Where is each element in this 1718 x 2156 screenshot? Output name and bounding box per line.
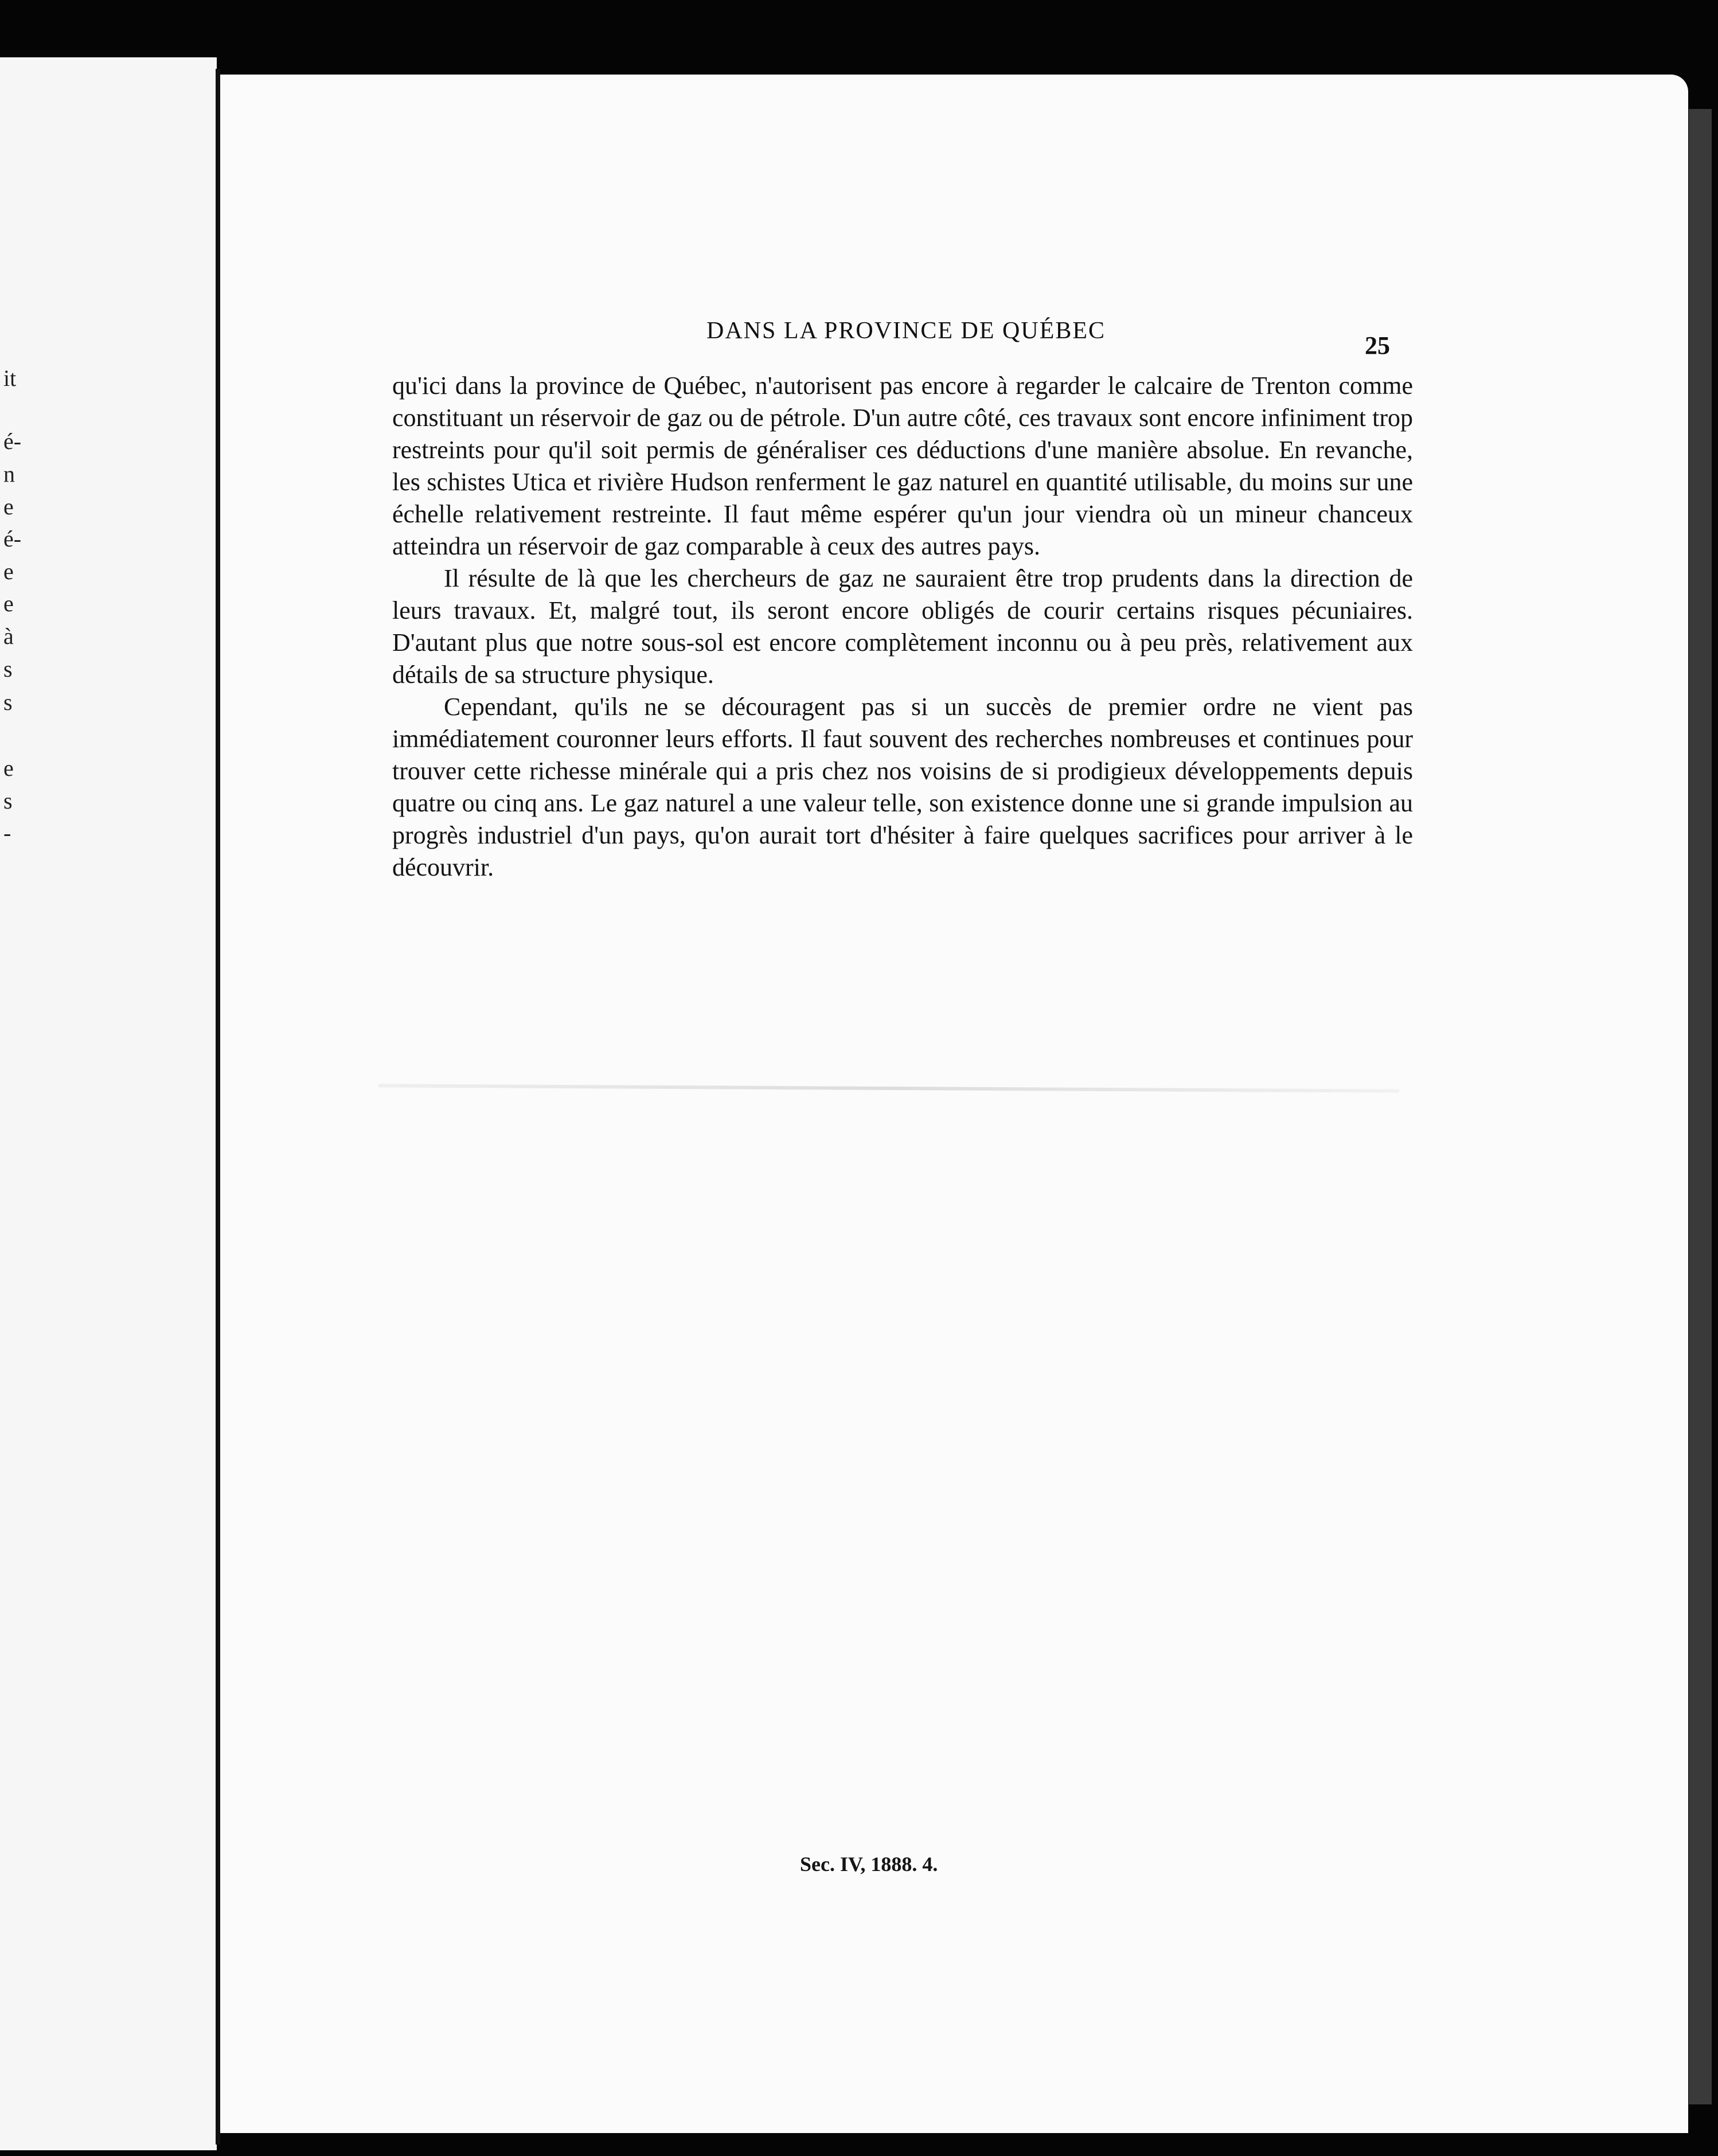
left-facing-page bbox=[0, 57, 217, 2150]
edge-fragment: e bbox=[3, 494, 14, 520]
book-gutter bbox=[216, 69, 220, 2145]
paragraph: qu'ici dans la province de Québec, n'autorisent pas encore à regarder le calcaire de Trenton comme constituant un réservoir de gaz ou de pétrole. D'un autre côté, ces travaux sont encore infiniment trop restreints pour qu'il soit permis de généraliser ces déductions d'une manière absolue. En revanche, les schistes Utica et rivière Hudson renferment le gaz naturel en quantité utilisable, du moins sur une échelle relativement restreinte. Il faut même espérer qu'un jour viendra où un mineur chanceux atteindra un réservoir de gaz comparable à ceux des autres pays. bbox=[392, 372, 1413, 560]
edge-fragment: s bbox=[3, 689, 13, 715]
edge-fragment: é- bbox=[3, 526, 22, 552]
edge-fragment: à bbox=[3, 623, 14, 649]
edge-fragment: e bbox=[3, 558, 14, 584]
edge-fragment: - bbox=[3, 820, 11, 846]
edge-fragment: é- bbox=[3, 428, 22, 454]
page-number: 25 bbox=[1365, 331, 1390, 360]
left-page-edge-text bbox=[0, 57, 217, 2150]
edge-fragment: s bbox=[3, 656, 13, 682]
edge-fragment: it bbox=[3, 365, 17, 391]
edge-fragment: e bbox=[3, 591, 14, 616]
signature-mark: Sec. IV, 1888. 4. bbox=[800, 1853, 938, 1876]
edge-fragment: e bbox=[3, 755, 14, 781]
paragraph: Il résulte de là que les chercheurs de gaz ne sauraient être trop prudents dans la direction de leurs travaux. Et, malgré tout, ils seront encore obligés de courir certains risques pécuniaires. D'autant plus que notre sous-sol est encore complètement inconnu ou à peu près, relativement aux détails de sa structure physique. bbox=[392, 564, 1413, 689]
edge-fragment: n bbox=[3, 461, 15, 487]
page-edge-strip bbox=[1689, 109, 1712, 2104]
edge-fragment: s bbox=[3, 788, 13, 814]
paragraph: Cependant, qu'ils ne se découragent pas si un succès de premier ordre ne vient pas immédiatement couronner leurs efforts. Il faut souvent des recherches nombreuses et continues pour trouver cette richesse minérale qui a pris chez nos voisins de si prodigieux développements depuis quatre ou cinq ans. Le gaz naturel a une valeur telle, son existence donne une si grande impulsion au progrès industriel d'un pays, qu'on aurait tort d'hésiter à faire quelques sacrifices pour arriver à le découvrir. bbox=[392, 693, 1413, 881]
running-title: DANS LA PROVINCE DE QUÉBEC bbox=[706, 318, 1106, 344]
body-text bbox=[392, 370, 1413, 884]
